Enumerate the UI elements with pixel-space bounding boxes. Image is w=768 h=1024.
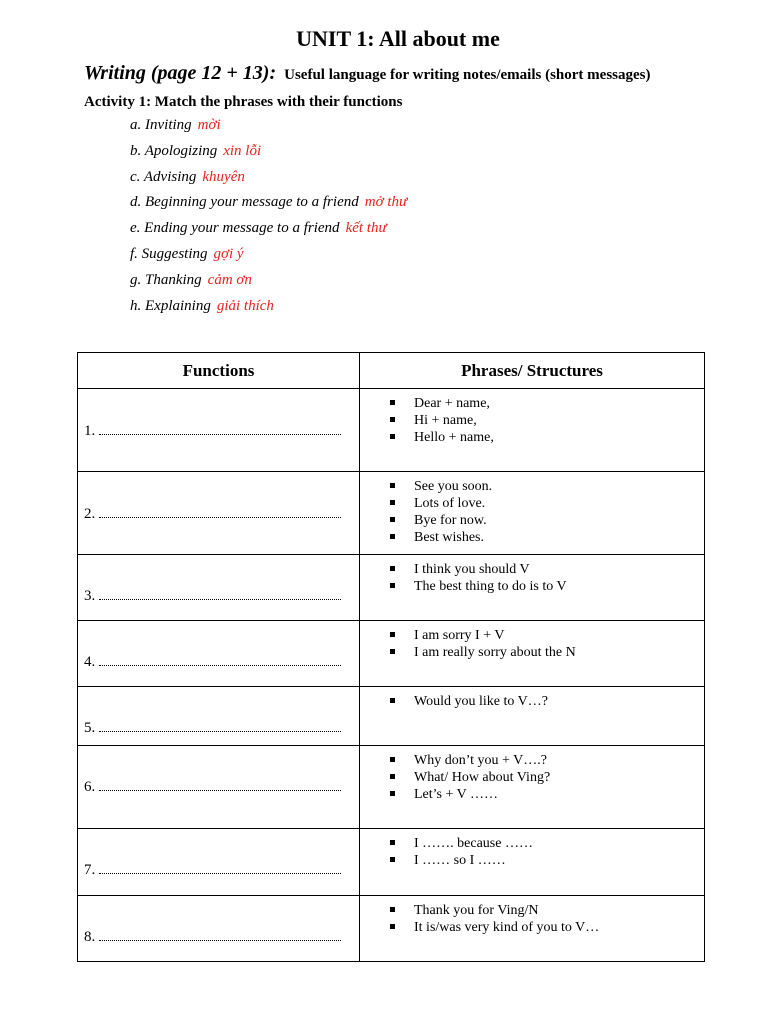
bullet-icon xyxy=(390,534,395,539)
option-text: d. Beginning your message to a friend xyxy=(130,194,359,211)
phrases-cell xyxy=(360,472,705,555)
phrases-cell xyxy=(360,621,705,687)
function-answer-line xyxy=(84,422,341,440)
phrase-text: Lots of love. xyxy=(414,496,486,511)
bullet-icon xyxy=(390,649,395,654)
phrase-item xyxy=(390,835,704,852)
phrase-item xyxy=(390,495,704,512)
functions-column-header: Functions xyxy=(78,353,360,389)
phrase-text: I ……. because …… xyxy=(414,836,533,851)
phrase-item xyxy=(390,395,704,412)
option-text: b. Apologizing xyxy=(130,142,218,159)
phrase-text: I …… so I …… xyxy=(414,853,506,868)
row-number: 7. xyxy=(84,862,96,878)
option-translation: kết thư xyxy=(345,220,387,237)
option-translation: mời xyxy=(197,117,221,133)
answer-blank[interactable] xyxy=(99,719,341,732)
option-text: g. Thanking xyxy=(130,271,202,288)
phrase-item xyxy=(390,852,704,869)
phrase-text: See you soon. xyxy=(414,479,493,494)
function-option xyxy=(130,298,407,324)
bullet-icon xyxy=(390,840,395,845)
option-translation: cảm ơn xyxy=(207,271,252,288)
phrase-item xyxy=(390,693,704,710)
phrases-cell xyxy=(360,687,705,746)
phrase-item xyxy=(390,529,704,546)
table-row xyxy=(78,746,705,829)
function-answer-cell[interactable] xyxy=(78,829,360,896)
phrases-cell xyxy=(360,389,705,472)
phrase-item xyxy=(390,752,704,769)
bullet-icon xyxy=(390,757,395,762)
phrase-item xyxy=(390,902,704,919)
phrase-item xyxy=(390,412,704,429)
function-option xyxy=(130,272,407,298)
function-answer-cell[interactable] xyxy=(78,472,360,555)
function-answer-cell[interactable] xyxy=(78,389,360,472)
answer-blank[interactable] xyxy=(99,861,341,874)
phrase-list xyxy=(360,693,704,710)
phrases-cell xyxy=(360,829,705,896)
phrase-text: The best thing to do is to V xyxy=(414,579,567,594)
row-number: 4. xyxy=(84,654,96,670)
phrase-text: Hi + name, xyxy=(414,413,477,428)
answer-blank[interactable] xyxy=(99,778,341,791)
option-text: f. Suggesting xyxy=(130,245,208,262)
function-answer-cell[interactable] xyxy=(78,896,360,962)
function-answer-line xyxy=(84,653,341,671)
phrase-item xyxy=(390,578,704,595)
row-number: 8. xyxy=(84,929,96,945)
function-option xyxy=(130,194,407,220)
bullet-icon xyxy=(390,632,395,637)
option-text: c. Advising xyxy=(130,168,197,185)
phrase-item xyxy=(390,769,704,786)
option-translation: gợi ý xyxy=(213,245,244,262)
function-answer-cell[interactable] xyxy=(78,555,360,621)
function-option xyxy=(130,117,407,143)
phrase-text: Best wishes. xyxy=(414,530,484,545)
phrase-text: Why don’t you + V….? xyxy=(414,753,547,768)
bullet-icon xyxy=(390,417,395,422)
phrase-text: Thank you for Ving/N xyxy=(414,903,539,918)
writing-heading: Writing (page 12 + 13): xyxy=(84,62,277,84)
phrase-text: Hello + name, xyxy=(414,430,494,445)
table-row xyxy=(78,621,705,687)
phrase-text: What/ How about Ving? xyxy=(414,770,551,785)
phrase-text: Bye for now. xyxy=(414,513,487,528)
function-answer-cell[interactable] xyxy=(78,687,360,746)
phrases-cell xyxy=(360,555,705,621)
function-answer-line xyxy=(84,587,341,605)
phrase-list xyxy=(360,395,704,446)
table-row xyxy=(78,829,705,896)
table-row xyxy=(78,896,705,962)
row-number: 1. xyxy=(84,423,96,439)
option-translation: mở thư xyxy=(364,194,408,211)
phrase-item xyxy=(390,644,704,661)
table-row xyxy=(78,389,705,472)
answer-blank[interactable] xyxy=(99,505,341,518)
writing-section-header xyxy=(84,62,651,85)
row-number: 6. xyxy=(84,779,96,795)
function-answer-line xyxy=(84,928,341,946)
bullet-icon xyxy=(390,500,395,505)
function-option xyxy=(130,246,407,272)
table-row xyxy=(78,687,705,746)
bullet-icon xyxy=(390,698,395,703)
answer-blank[interactable] xyxy=(99,422,341,435)
option-translation: giải thích xyxy=(216,297,274,314)
phrase-item xyxy=(390,627,704,644)
page-title: UNIT 1: All about me xyxy=(296,26,500,51)
phrase-list xyxy=(360,478,704,546)
bullet-icon xyxy=(390,400,395,405)
activity-heading: Activity 1: Match the phrases with their functions xyxy=(84,94,403,110)
function-answer-cell[interactable] xyxy=(78,621,360,687)
answer-blank[interactable] xyxy=(99,653,341,666)
phrase-list xyxy=(360,835,704,869)
bullet-icon xyxy=(390,907,395,912)
phrase-list xyxy=(360,752,704,803)
bullet-icon xyxy=(390,583,395,588)
phrase-item xyxy=(390,478,704,495)
option-translation: khuyên xyxy=(202,168,245,185)
table-row xyxy=(78,472,705,555)
phrase-item xyxy=(390,512,704,529)
phrase-item xyxy=(390,786,704,803)
bullet-icon xyxy=(390,566,395,571)
bullet-icon xyxy=(390,791,395,796)
phrase-text: I think you should V xyxy=(414,562,530,577)
bullet-icon xyxy=(390,924,395,929)
row-number: 3. xyxy=(84,588,96,604)
bullet-icon xyxy=(390,483,395,488)
answer-blank[interactable] xyxy=(99,587,341,600)
function-option xyxy=(130,169,407,195)
option-translation: xin lỗi xyxy=(223,142,262,159)
phrase-text: It is/was very kind of you to V… xyxy=(414,920,600,935)
row-number: 5. xyxy=(84,720,96,736)
phrase-list xyxy=(360,902,704,936)
bullet-icon xyxy=(390,517,395,522)
matching-table xyxy=(77,352,705,962)
option-text: e. Ending your message to a friend xyxy=(130,220,340,237)
bullet-icon xyxy=(390,434,395,439)
table-header-row xyxy=(78,353,705,389)
function-option xyxy=(130,220,407,246)
function-options-list xyxy=(130,117,407,323)
phrases-cell xyxy=(360,896,705,962)
answer-blank[interactable] xyxy=(99,928,341,941)
phrase-text: Let’s + V …… xyxy=(414,787,498,802)
function-answer-line xyxy=(84,861,341,879)
phrase-list xyxy=(360,561,704,595)
phrases-cell xyxy=(360,746,705,829)
writing-subheading: Useful language for writing notes/emails (short messages) xyxy=(284,67,651,83)
function-answer-line xyxy=(84,505,341,523)
phrase-item xyxy=(390,429,704,446)
phrase-text: Would you like to V…? xyxy=(414,694,548,709)
phrase-text: I am sorry I + V xyxy=(414,628,505,643)
phrase-item xyxy=(390,919,704,936)
bullet-icon xyxy=(390,774,395,779)
function-answer-cell[interactable] xyxy=(78,746,360,829)
phrase-text: I am really sorry about the N xyxy=(414,645,576,660)
phrase-list xyxy=(360,627,704,661)
option-text: a. Inviting xyxy=(130,117,192,133)
table-row xyxy=(78,555,705,621)
row-number: 2. xyxy=(84,506,96,522)
function-answer-line xyxy=(84,719,341,737)
phrase-text: Dear + name, xyxy=(414,396,490,411)
phrase-item xyxy=(390,561,704,578)
phrases-column-header: Phrases/ Structures xyxy=(360,353,705,389)
function-option xyxy=(130,143,407,169)
bullet-icon xyxy=(390,857,395,862)
option-text: h. Explaining xyxy=(130,297,211,314)
function-answer-line xyxy=(84,778,341,796)
